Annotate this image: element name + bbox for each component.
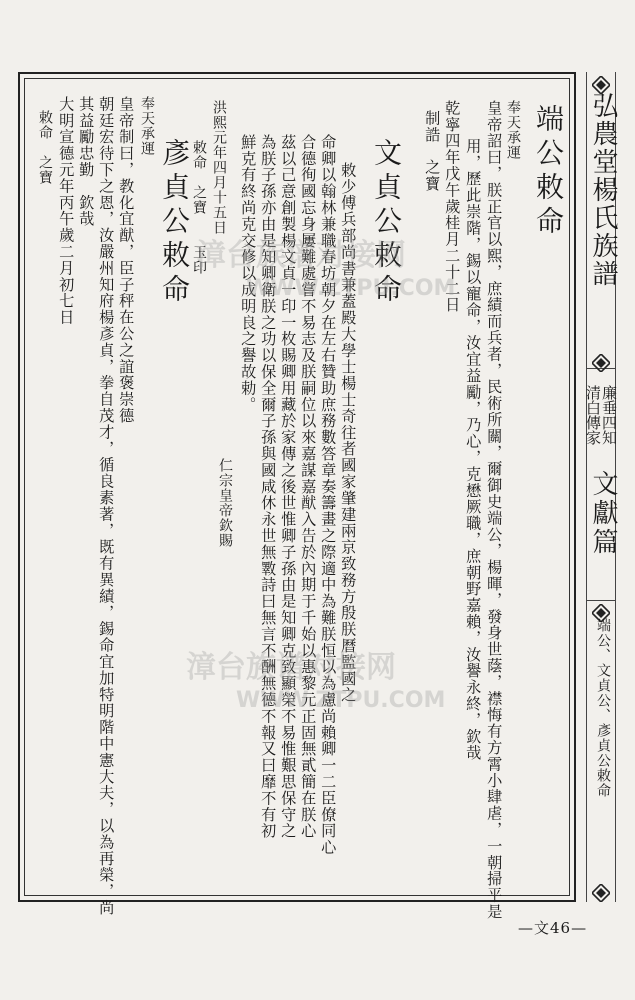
watermark-url: WWW.ZTPU.COM xyxy=(236,688,446,713)
yanzhen-line: 皇帝制曰，教化宜猷，臣子秤在公之誼褒崇德 xyxy=(117,96,136,424)
wenzhen-line: 鮮克有終尚克交修以成明良之譽故勅。 xyxy=(239,134,258,413)
page-number: —文46— xyxy=(518,919,588,937)
duangong-line: 制誥 之寶 xyxy=(423,110,442,192)
motto-left: 清白傳家 xyxy=(584,385,602,445)
watermark-url: WWW.ZTPU.COM xyxy=(246,276,456,301)
wenzhen-line: 為朕子孫亦由是知卿衛朕之功以保全爾子孫與國咸休永世無斁詩曰無言不酬無德不報又曰靡不有初 xyxy=(259,134,278,840)
duangong-heading: 端公敕命 xyxy=(532,104,565,240)
wenzhen-line: 合德徇國忘身屢難處嘗不易志及朕嗣位以來嘉謀嘉猷入告於內期于千始以惠黎元正固無貳簡在朕心 xyxy=(299,134,318,840)
wenzhen-seal: 敕命 之寶 玉印 xyxy=(191,140,207,275)
yanzhen-line: 其益勵忠勤 欽哉 xyxy=(77,96,96,228)
yanzhen-line: 奉天承運 xyxy=(139,96,155,156)
duangong-line: 用，歷此崇階，錫以寵命，汝宜益勵，乃心，克懋厥職，庶朝野嘉賴，汝譽永終，欽哉 xyxy=(464,138,483,762)
section-title: 文獻篇 xyxy=(588,470,618,557)
yanzhen-heading: 彥貞公敕命 xyxy=(158,138,191,308)
chapter-list: 端公、文貞公、彥貞公敕命 xyxy=(595,618,611,798)
yanzhen-line: 朝廷宏待下之恩，汝嚴州知府楊彥貞，拳自茂才，循良素著，既有異績，錫命宜加特明階中憲大夫，以為再榮，尚 xyxy=(97,96,116,916)
diamond-ornament-icon xyxy=(592,354,610,372)
wenzhen-line: 仁宗皇帝欽賜 xyxy=(217,458,233,548)
diamond-ornament-icon xyxy=(592,884,610,902)
wenzhen-line: 敕少傅兵部尚書兼蓋殿大學士楊士奇往者國家肇建兩京致務方殷朕曆監國之 xyxy=(339,162,358,704)
motto-right: 廉垂四知 xyxy=(600,385,618,445)
wenzhen-line: 命卿以翰林兼職春坊朝夕在左右贊助庶務數答章奏籌畫之際適中為難朕恒以為慮尚賴卿一二臣僚同心 xyxy=(319,134,338,856)
duangong-line: 皇帝詔曰，朕正官以熙，庶績而兵者，民術所關，爾御史端公，楊暉，發身世蔭，襟悔有方霄小肆虐，一朝掃平是 xyxy=(485,100,504,920)
wenzhen-heading: 文貞公敕命 xyxy=(370,138,403,308)
watermark-text: 漳台族谱对接网 xyxy=(186,650,396,685)
wenzhen-line: 茲以己意創製楊文貞一印一枚賜卿用藏於家傳之後世惟卿子孫由是知卿克致顯榮不易惟艱思保守之 xyxy=(279,134,298,840)
duangong-line: 乾寧四年戊午歲桂月二十二日 xyxy=(443,100,462,314)
book-title: 弘農堂楊氏族譜 xyxy=(588,92,618,288)
side-divider xyxy=(586,600,616,601)
yanzhen-date: 大明宣德元年丙午歲二月初七日 xyxy=(57,96,76,326)
yanzhen-seal: 敕命 之寶 xyxy=(37,110,53,185)
wenzhen-date: 洪熙元年四月十五日 xyxy=(211,100,227,235)
watermark-text: 漳台族谱对接网 xyxy=(196,238,406,273)
duangong-line: 奉天承運 xyxy=(505,100,521,160)
